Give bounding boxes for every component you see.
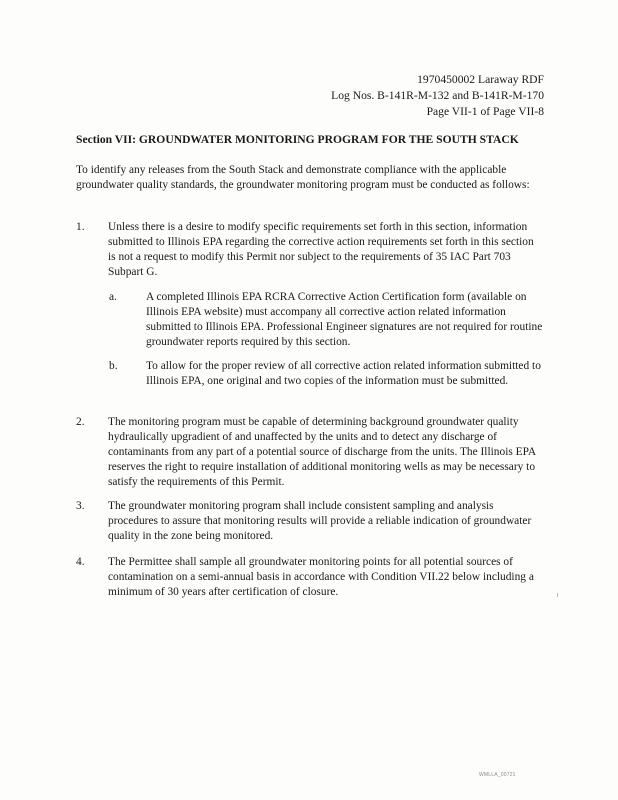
header-log-numbers: Log Nos. B-141R-M-132 and B-141R-M-170 bbox=[331, 89, 544, 102]
item-text: The monitoring program must be capable of determining background groundwater quality hydraulically upgradient of and unaffected by the units and to detect any discharge of contaminants from any part of a potential source of discharge from the units. The Illinois EPA reserves the right to require installation of additional monitoring wells as may be necessary to satisfy the requirements of this Permit. bbox=[108, 416, 536, 488]
subitem-text: A completed Illinois EPA RCRA Corrective Action Certification form (available on Illinois EPA website) must accompany all corrective action related information submitted to Illinois EPA. Professional Engineer signatures are not required for routine groundwater reports required by this section. bbox=[146, 291, 543, 348]
header-permit-facility: 1970450002 Laraway RDF bbox=[417, 73, 544, 86]
item-number: 2. bbox=[76, 416, 85, 428]
item-number: 4. bbox=[76, 556, 85, 568]
subitem-letter: b. bbox=[109, 360, 118, 372]
subitem-letter: a. bbox=[109, 291, 117, 303]
scan-mark bbox=[557, 593, 558, 597]
item-text: The Permittee shall sample all groundwater monitoring points for all potential sources of contamination on a semi-annual basis in accordance with Condition VII.22 below including a minimum of 30 years after certification of closure. bbox=[108, 556, 534, 598]
bates-number: WMLLA_00721 bbox=[479, 772, 516, 778]
section-title: Section VII: GROUNDWATER MONITORING PROGRAM FOR THE SOUTH STACK bbox=[76, 133, 519, 146]
header-page-number: Page VII-1 of Page VII-8 bbox=[426, 105, 544, 118]
subitem-text: To allow for the proper review of all corrective action related information submitted to Illinois EPA, one original and two copies of the information must be submitted. bbox=[146, 360, 541, 387]
item-number: 3. bbox=[76, 500, 85, 512]
item-number: 1. bbox=[76, 221, 85, 233]
intro-paragraph: To identify any releases from the South Stack and demonstrate compliance with the applicable groundwater quality standards, the groundwater monitoring program must be conducted as follows: bbox=[76, 164, 530, 191]
item-text: The groundwater monitoring program shall include consistent sampling and analysis procedures to assure that monitoring results will provide a reliable indication of groundwater quality in the zone being monitored. bbox=[108, 500, 532, 542]
item-text: Unless there is a desire to modify specific requirements set forth in this section, information submitted to Illinois EPA regarding the corrective action requirements set forth in this section is not a request to modify this Permit nor subject to the requirements of 35 IAC Part 703 Subpart G. bbox=[108, 221, 534, 278]
